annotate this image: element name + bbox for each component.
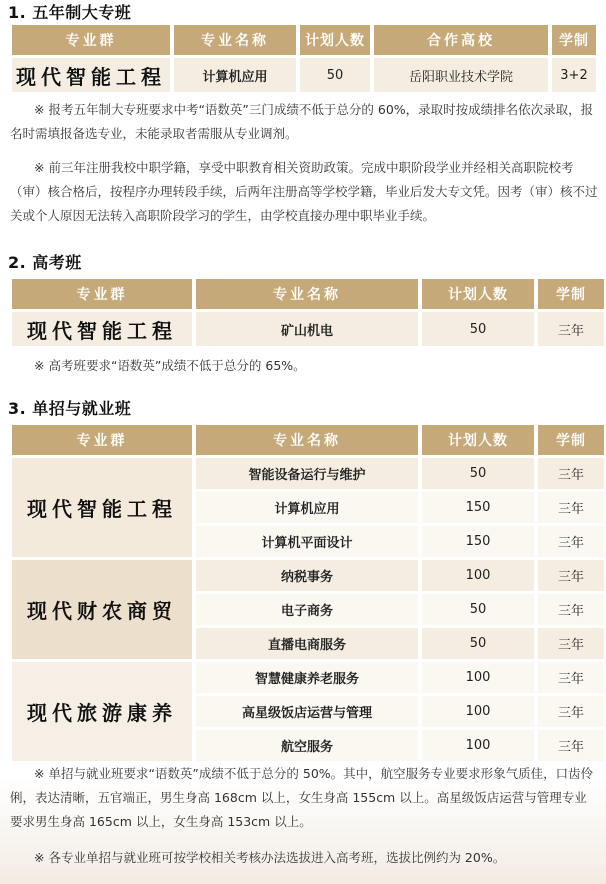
years-cell: 三年	[538, 458, 604, 489]
header-cell: 专业名称	[174, 25, 296, 55]
count-cell: 50	[300, 58, 370, 92]
count-cell: 100	[422, 730, 534, 761]
header-cell: 专业群	[12, 279, 192, 309]
major-cell: 高星级饭店运营与管理	[196, 696, 418, 727]
years-cell: 三年	[538, 730, 604, 761]
table-header-row	[12, 425, 604, 455]
years-cell: 三年	[538, 594, 604, 625]
note-five-year-2: ※ 前三年注册我校中职学籍，享受中职教育相关资助政策。完成中职阶段学业并经相关高职院校考（审）核合格后，按程序办理转段手续，后两年注册高等学校学籍，毕业后发大专文凭。因考（审）核不过关或个人原因无法转入高职阶段学习的学生，由学校直接办理中职毕业手续。	[10, 160, 598, 223]
major-cell: 计算机应用	[196, 492, 418, 523]
years-cell: 3+2	[552, 58, 596, 92]
section-title-five-year: 1. 五年制大专班	[8, 3, 132, 22]
count-cell: 150	[422, 492, 534, 523]
header-cell: 学制	[538, 279, 604, 309]
count-cell: 100	[422, 662, 534, 693]
table-row	[12, 662, 604, 693]
header-cell: 计划人数	[422, 425, 534, 455]
group-cell: 现代财农商贸	[12, 560, 192, 659]
group-cell: 现代智能工程	[12, 58, 170, 92]
major-cell: 电子商务	[196, 594, 418, 625]
college-cell: 岳阳职业技术学院	[374, 58, 548, 92]
major-cell: 智能设备运行与维护	[196, 458, 418, 489]
five-year-table	[8, 22, 600, 95]
years-cell: 三年	[538, 492, 604, 523]
gaokao-table	[8, 276, 606, 349]
note-danzhao-2: ※ 各专业单招与就业班可按学校相关考核办法选拔进入高考班，选拔比例约为 20%。	[34, 850, 506, 865]
header-cell: 专业群	[12, 425, 192, 455]
major-cell: 智慧健康养老服务	[196, 662, 418, 693]
count-cell: 100	[422, 696, 534, 727]
major-cell: 计算机应用	[174, 58, 296, 92]
count-cell: 50	[422, 458, 534, 489]
header-cell: 专业群	[12, 25, 170, 55]
table-row	[12, 560, 604, 591]
count-cell: 100	[422, 560, 534, 591]
major-cell: 纳税事务	[196, 560, 418, 591]
years-cell: 三年	[538, 628, 604, 659]
major-cell: 航空服务	[196, 730, 418, 761]
count-cell: 50	[422, 628, 534, 659]
years-cell: 三年	[538, 560, 604, 591]
header-cell: 合作高校	[374, 25, 548, 55]
table-row	[12, 458, 604, 489]
table-header-row	[12, 25, 596, 55]
note-danzhao-1: ※ 单招与就业班要求“语数英”成绩不低于总分的 50%。其中，航空服务专业要求形象气质佳，口齿伶俐，表达清晰，五官端正，男生身高 168cm 以上，女生身高 155cm 以上。高星级饭店运营与管理专业要求男生身高 165cm 以上，女生身高 153cm 以上。	[10, 766, 594, 829]
header-cell: 计划人数	[422, 279, 534, 309]
table-header-row	[12, 279, 604, 309]
years-cell: 三年	[538, 312, 604, 346]
header-cell: 专业名称	[196, 279, 418, 309]
count-cell: 150	[422, 526, 534, 557]
table-row	[12, 58, 596, 92]
note-gaokao: ※ 高考班要求“语数英”成绩不低于总分的 65%。	[34, 358, 306, 373]
major-cell: 直播电商服务	[196, 628, 418, 659]
header-cell: 学制	[538, 425, 604, 455]
count-cell: 50	[422, 594, 534, 625]
years-cell: 三年	[538, 696, 604, 727]
group-cell: 现代智能工程	[12, 312, 192, 346]
header-cell: 专业名称	[196, 425, 418, 455]
header-cell: 计划人数	[300, 25, 370, 55]
danzhao-table	[8, 422, 606, 764]
major-cell: 计算机平面设计	[196, 526, 418, 557]
major-cell: 矿山机电	[196, 312, 418, 346]
years-cell: 三年	[538, 526, 604, 557]
note-five-year-1: ※ 报考五年制大专班要求中考“语数英”三门成绩不低于总分的 60%，录取时按成绩排名依次录取，报名时需填报备选专业，未能录取者需服从专业调剂。	[10, 102, 594, 141]
count-cell: 50	[422, 312, 534, 346]
group-cell: 现代旅游康养	[12, 662, 192, 761]
table-row	[12, 312, 604, 346]
header-cell: 学制	[552, 25, 596, 55]
group-cell: 现代智能工程	[12, 458, 192, 557]
years-cell: 三年	[538, 662, 604, 693]
section-title-gaokao: 2. 高考班	[8, 253, 82, 272]
section-title-danzhao: 3. 单招与就业班	[8, 399, 132, 418]
